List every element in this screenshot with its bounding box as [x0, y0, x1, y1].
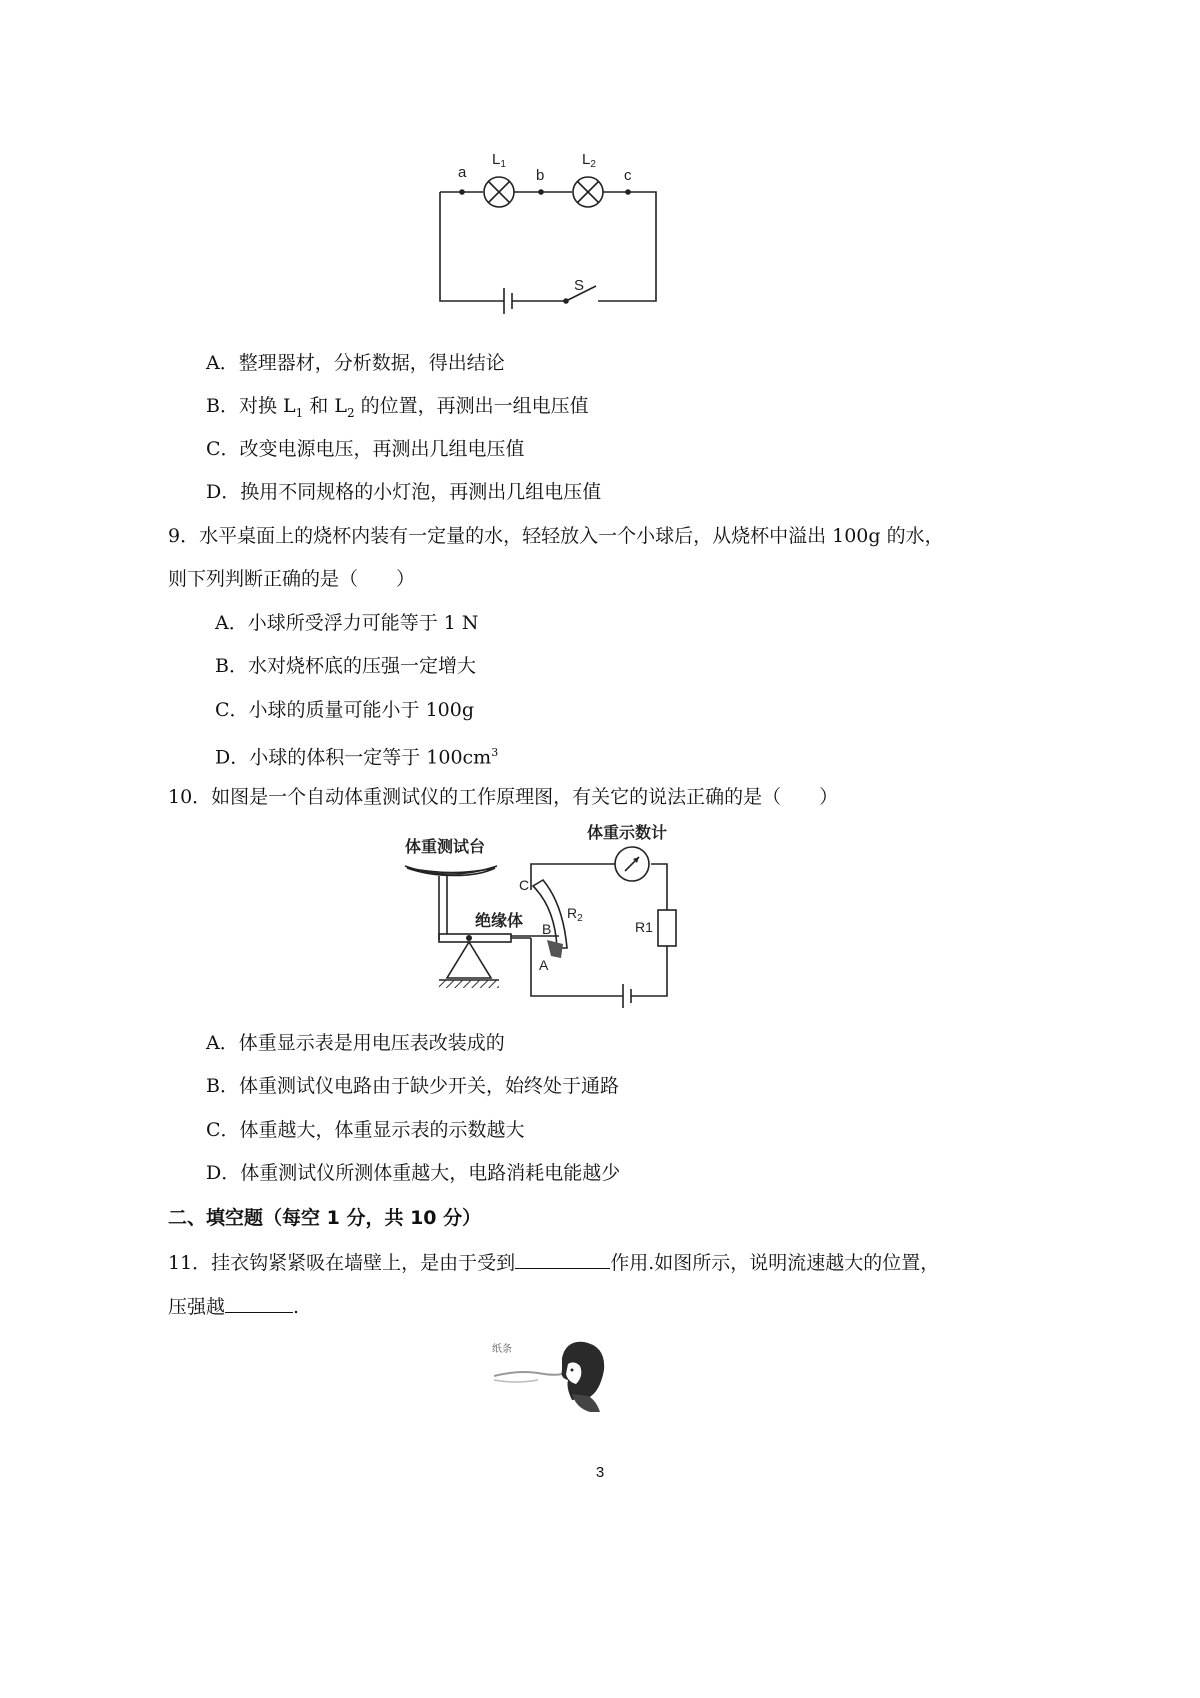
label-c: C: [519, 877, 530, 893]
q8-option-d: D．换用不同规格的小灯泡，再测出几组电压值: [206, 481, 602, 503]
label-s: S: [574, 277, 585, 294]
q10-option-d: D．体重测试仪所测体重越大，电路消耗电能越少: [206, 1162, 621, 1184]
section-title: 二、填空题（每空 1 分，共 10 分）: [168, 1207, 482, 1229]
series-circuit-figure: [430, 140, 670, 330]
q9-stem-line1: 9．水平桌面上的烧杯内装有一定量的水，轻轻放入一个小球后，从烧杯中溢出 100g 的水，: [168, 525, 944, 547]
label-paper-strip: 纸条: [492, 1344, 512, 1355]
label-platform: 体重测试台: [405, 839, 486, 856]
resistor-r2: [533, 880, 567, 948]
label-a: A: [539, 957, 549, 973]
circuit-wire-right: [598, 192, 656, 301]
q9-option-d: D．小球的体积一定等于 $100cm^3$: [215, 746, 499, 769]
label-insulator: 绝缘体: [475, 913, 524, 930]
label-b: B: [542, 921, 552, 937]
circuit-wire-left: [440, 192, 504, 301]
label-meter: 体重示数计: [587, 825, 668, 842]
label-l1: $L_1$: [492, 151, 506, 170]
q10-option-a: A．体重显示表是用电压表改装成的: [206, 1032, 505, 1054]
q8-option-c: C．改变电源电压，再测出几组电压值: [206, 438, 525, 460]
q11-line1: 11．挂衣钩紧紧吸在墙壁上，是由于受到 作用.如图所示，说明流速越大的位置，: [168, 1252, 940, 1274]
pivot: [447, 942, 491, 978]
resistor-r1: [658, 910, 676, 946]
page-number: 3: [595, 1464, 605, 1481]
weight-tester-figure: [395, 818, 705, 1008]
label-r2: $R_2$: [567, 905, 583, 924]
q10-option-b: B．体重测试仪电路由于缺少开关，始终处于通路: [206, 1075, 619, 1097]
q9-stem-line2: 则下列判断正确的是（ ）: [168, 568, 416, 590]
label-b: b: [536, 167, 545, 184]
paper-strip: [494, 1372, 562, 1376]
label-r1: R1: [635, 919, 653, 935]
answer-blank-1[interactable]: [515, 1250, 610, 1269]
q8-option-b: B．对换 $L_1$ 和 $L_2$ 的位置，再测出一组电压值: [206, 395, 589, 420]
label-c: c: [624, 167, 632, 184]
q9-option-c: C．小球的质量可能小于 100g: [215, 699, 475, 721]
label-l2: $L_2$: [582, 151, 596, 170]
q10-stem: 10．如图是一个自动体重测试仪的工作原理图，有关它的说法正确的是（ ）: [168, 786, 839, 808]
q8-option-a: A．整理器材，分析数据，得出结论: [206, 352, 505, 374]
q10-option-c: C．体重越大，体重显示表的示数越大: [206, 1119, 525, 1141]
q11-line2: 压强越 .: [168, 1296, 300, 1318]
q9-option-a: A．小球所受浮力可能等于 1 N: [215, 612, 479, 634]
q9-option-b: B．水对烧杯底的压强一定增大: [215, 655, 476, 677]
lever-bar: [439, 934, 511, 942]
label-a: a: [458, 164, 467, 181]
blowing-paper-figure: [488, 1336, 613, 1416]
answer-blank-2[interactable]: [225, 1294, 293, 1313]
